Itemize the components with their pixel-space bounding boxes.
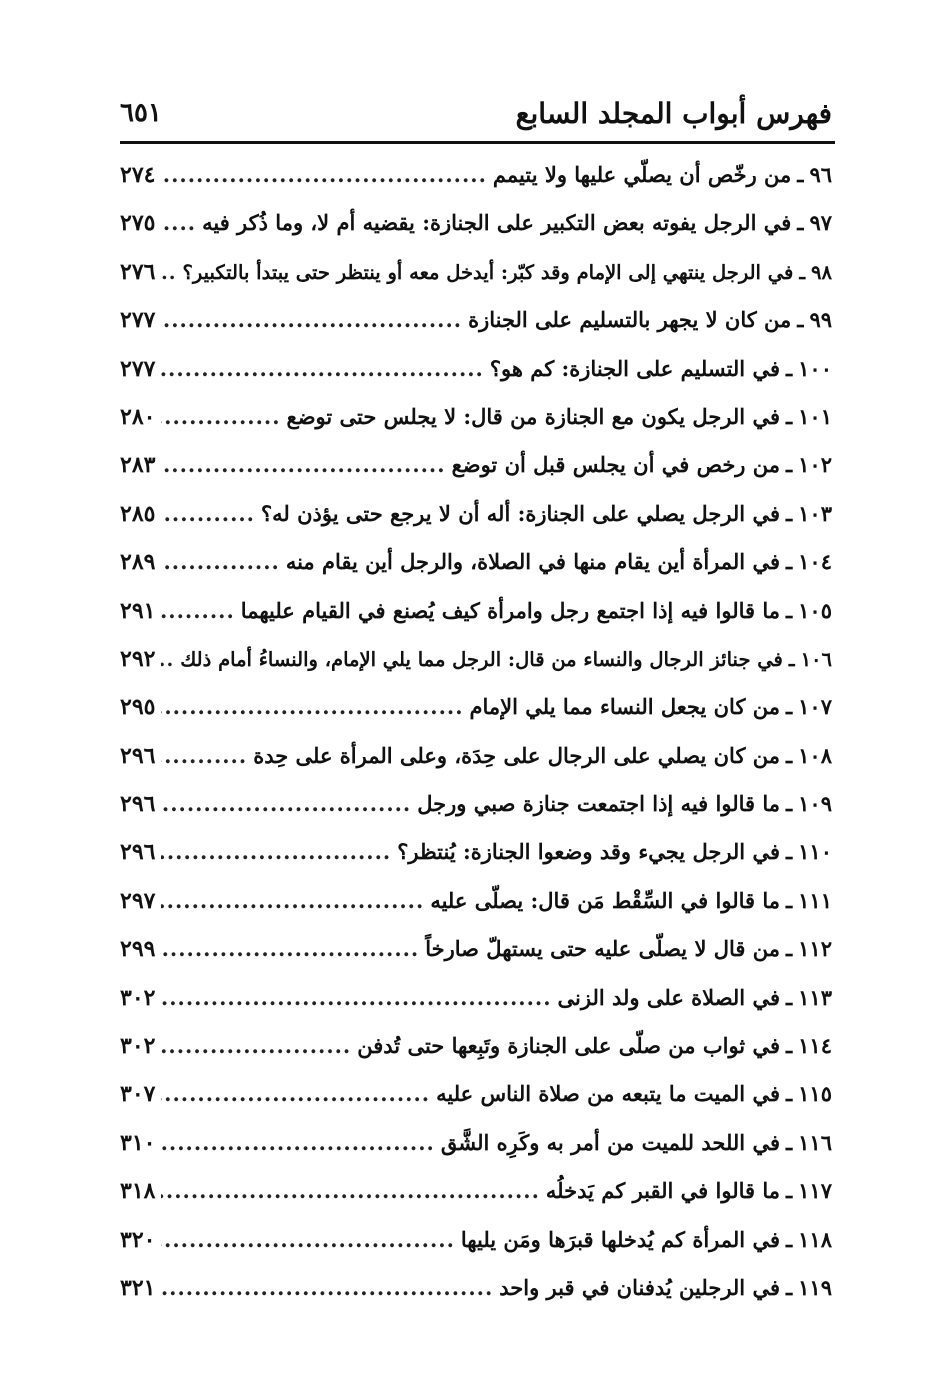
entry-number: ١٠٤: [798, 549, 832, 575]
entry-number: ١٠١: [798, 403, 832, 429]
entry-dash: ـ: [788, 647, 795, 671]
toc-entry: [120, 404, 832, 452]
toc-entry: [120, 1033, 832, 1081]
entry-title: في الصلاة على ولد الزنى: [557, 984, 780, 1010]
dot-leader: [161, 985, 551, 1010]
dot-leader: [161, 888, 424, 913]
entry-number: ١١١: [798, 887, 832, 913]
entry-dash: ـ: [786, 936, 793, 962]
entry-page: ٢٨٠: [120, 403, 156, 430]
entry-title: من كان يصلي على الرجال على حِدَة، وعلى المرأة على حِدة: [253, 742, 780, 768]
entry-dash: ـ: [786, 1178, 793, 1204]
entry-dash: ـ: [786, 791, 793, 817]
toc-entry: [120, 888, 832, 936]
dot-leader: [161, 648, 174, 671]
entry-title: من كان لا يجهر بالتسليم على الجنازة: [468, 307, 792, 333]
dot-leader: [161, 1033, 351, 1058]
dot-leader: [161, 839, 391, 864]
toc-entry: [120, 356, 832, 404]
page-header: [120, 88, 832, 138]
entry-title: ما قالوا فيه إذا اجتمع رجل وامرأة كيف يُصنع في القيام عليهما: [240, 597, 780, 623]
entry-dash: ـ: [797, 307, 804, 333]
entry-page: ٣٠٢: [120, 984, 156, 1011]
entry-title: في الرجلين يُدفنان في قبر واحد: [499, 1274, 780, 1300]
entry-number: ٩٧: [809, 210, 832, 236]
entry-number: ١١٩: [798, 1274, 832, 1300]
toc-entry: [120, 452, 832, 500]
toc-entry: [120, 791, 832, 839]
dot-leader: [161, 791, 411, 816]
dot-leader: [161, 694, 463, 719]
entry-page: ٣٠٧: [120, 1081, 156, 1108]
entry-number: ١١٠: [798, 839, 832, 865]
dot-leader: [161, 501, 255, 526]
dot-leader: [161, 1227, 454, 1252]
entry-number: ١٠٩: [798, 791, 832, 817]
entry-dash: ـ: [786, 355, 793, 381]
entry-page: ٢٩٥: [120, 694, 156, 721]
dot-leader: [161, 452, 445, 477]
entry-title: في الرجل يفوته بعض التكبير على الجنازة: يقضيه أم لا، وما ذُكر فيه: [202, 210, 792, 236]
entry-dash: ـ: [786, 887, 793, 913]
entry-title: من كان يجعل النساء مما يلي الإمام: [469, 694, 780, 720]
entry-dash: ـ: [786, 984, 793, 1010]
dot-leader: [161, 1178, 539, 1203]
toc-entry: [120, 162, 832, 210]
toc-entry: [120, 694, 832, 742]
entry-number: ١١٤: [798, 1033, 832, 1059]
entry-title: ما قالوا في القبر كم يَدخلُه: [545, 1178, 780, 1204]
toc-entry: [120, 307, 832, 355]
entry-title: من قال لا يصلّى عليه حتى يستهلّ صارخاً: [425, 936, 780, 962]
entry-page: ٢٨٩: [120, 549, 156, 576]
entry-dash: ـ: [786, 1226, 793, 1252]
entry-dash: ـ: [786, 839, 793, 865]
entry-number: ١٠٦: [800, 647, 832, 671]
entry-title: في اللحد للميت من أمر به وكَرِه الشَّق: [440, 1129, 780, 1155]
entry-title: من رخّص أن يصلّي عليها ولا يتيمم: [492, 162, 792, 187]
dot-leader: [161, 598, 234, 623]
header-rule: [120, 141, 835, 144]
running-title: فهرس أبواب المجلد السابع: [515, 96, 832, 130]
entry-page: ٢٧٧: [120, 307, 156, 334]
entry-dash: ـ: [786, 694, 793, 720]
entry-title: من رخص في أن يجلس قبل أن توضع: [451, 452, 780, 478]
entry-dash: ـ: [786, 549, 793, 575]
entry-dash: ـ: [797, 210, 804, 236]
entry-number: ١١٣: [798, 984, 832, 1010]
entry-page: ٢٩٦: [120, 839, 156, 866]
entry-number: ١٠٧: [798, 694, 832, 720]
dot-leader: [161, 1130, 434, 1155]
entry-page: ٣٠٢: [120, 1033, 156, 1060]
entry-dash: ـ: [786, 1081, 793, 1107]
entry-dash: ـ: [786, 500, 793, 526]
entry-dash: ـ: [786, 742, 793, 768]
dot-leader: [161, 404, 280, 429]
entry-page: ٢٨٣: [120, 452, 156, 479]
entry-title: في الرجل يصلي على الجنازة: أله أن لا يرجع حتى يؤذن له؟: [261, 500, 780, 526]
dot-leader: [161, 307, 462, 332]
entry-title: في المرأة أين يقام منها في الصلاة، والرجل أين يقام منه: [285, 549, 780, 575]
entry-number: ١١٨: [798, 1226, 832, 1252]
entry-page: ٢٧٦: [120, 258, 156, 285]
entry-number: ١١٥: [798, 1081, 832, 1107]
entry-title: في الرجل يكون مع الجنازة من قال: لا يجلس حتى توضع: [286, 403, 780, 429]
toc-entry: [120, 1178, 832, 1226]
entry-page: ٣١٨: [120, 1178, 156, 1205]
entry-dash: ـ: [797, 162, 804, 187]
entry-title: في التسليم على الجنازة: كم هو؟: [489, 355, 780, 381]
toc-entry: [120, 549, 832, 597]
dot-leader: [161, 1081, 430, 1106]
entry-number: ١٠٠: [798, 355, 832, 381]
entry-dash: ـ: [786, 1129, 793, 1155]
entry-title: في الرجل ينتهي إلى الإمام وقد كبّر: أيدخل معه أو ينتظر حتى يبتدأ بالتكبير؟: [182, 260, 794, 284]
dot-leader: [161, 210, 196, 235]
entry-page: ٢٩٦: [120, 742, 156, 769]
entry-page: ٢٩٩: [120, 936, 156, 963]
entry-dash: ـ: [786, 597, 793, 623]
entry-number: ١٠٣: [798, 500, 832, 526]
toc-entry: [120, 1081, 832, 1129]
dot-leader: [161, 936, 419, 961]
entry-page: ٢٨٥: [120, 500, 156, 527]
toc-entry: [120, 1275, 832, 1323]
toc-entry: [120, 936, 832, 984]
entry-title: في الميت ما يتبعه من صلاة الناس عليه: [436, 1081, 780, 1107]
toc-entry: [120, 985, 832, 1033]
entry-page: ٢٩١: [120, 597, 156, 624]
entry-number: ١٠٨: [798, 742, 832, 768]
entry-page: ٢٩٧: [120, 887, 156, 914]
table-of-contents: [120, 162, 832, 1323]
dot-leader: [161, 743, 247, 768]
entry-page: ٢٧٥: [120, 210, 156, 237]
toc-entry: [120, 646, 832, 694]
toc-entry: [120, 598, 832, 646]
entry-number: ٩٦: [809, 162, 832, 187]
entry-page: ٣٢٠: [120, 1226, 156, 1253]
dot-leader: [161, 1275, 493, 1300]
entry-page: ٣١٠: [120, 1129, 156, 1156]
entry-number: ١١٧: [798, 1178, 832, 1204]
entry-page: ٢٧٤: [120, 162, 156, 188]
toc-entry: [120, 210, 832, 258]
toc-entry: [120, 1130, 832, 1178]
entry-page: ٢٩٢: [120, 645, 156, 672]
entry-number: ١٠٢: [798, 452, 832, 478]
toc-entry: [120, 839, 832, 887]
entry-page: ٢٧٧: [120, 355, 156, 382]
toc-entry: [120, 743, 832, 791]
entry-number: ٩٨: [811, 260, 832, 284]
entry-number: ١٠٥: [798, 597, 832, 623]
entry-title: في ثواب من صلّى على الجنازة وتَبِعها حتى تُدفن: [357, 1033, 780, 1059]
entry-dash: ـ: [786, 403, 793, 429]
dot-leader: [161, 162, 486, 187]
entry-page: ٢٩٦: [120, 791, 156, 818]
toc-entry: [120, 259, 832, 307]
page-number: ٦٥١: [120, 98, 162, 128]
entry-dash: ـ: [786, 452, 793, 478]
entry-dash: ـ: [786, 1033, 793, 1059]
entry-page: ٣٢١: [120, 1274, 156, 1301]
dot-leader: [161, 356, 483, 381]
dot-leader: [161, 549, 279, 574]
entry-title: في الرجل يجيء وقد وضعوا الجنازة: يُنتظر؟: [397, 839, 780, 865]
entry-number: ٩٩: [809, 307, 832, 333]
entry-title: ما قالوا فيه إذا اجتمعت جنازة صبي ورجل: [417, 791, 780, 817]
toc-entry: [120, 1227, 832, 1275]
entry-number: ١١٦: [798, 1129, 832, 1155]
entry-dash: ـ: [799, 260, 806, 284]
entry-title: ما قالوا في السِّقْط مَن قال: يصلّى عليه: [430, 887, 780, 913]
toc-entry: [120, 501, 832, 549]
entry-dash: ـ: [786, 1274, 793, 1300]
entry-number: ١١٢: [798, 936, 832, 962]
entry-title: في المرأة كم يُدخلها قبرَها ومَن يليها: [460, 1226, 780, 1252]
entry-title: في جنائز الرجال والنساء من قال: الرجل مما يلي الإمام، والنساءُ أمام ذلك: [180, 647, 783, 671]
dot-leader: [161, 261, 176, 284]
